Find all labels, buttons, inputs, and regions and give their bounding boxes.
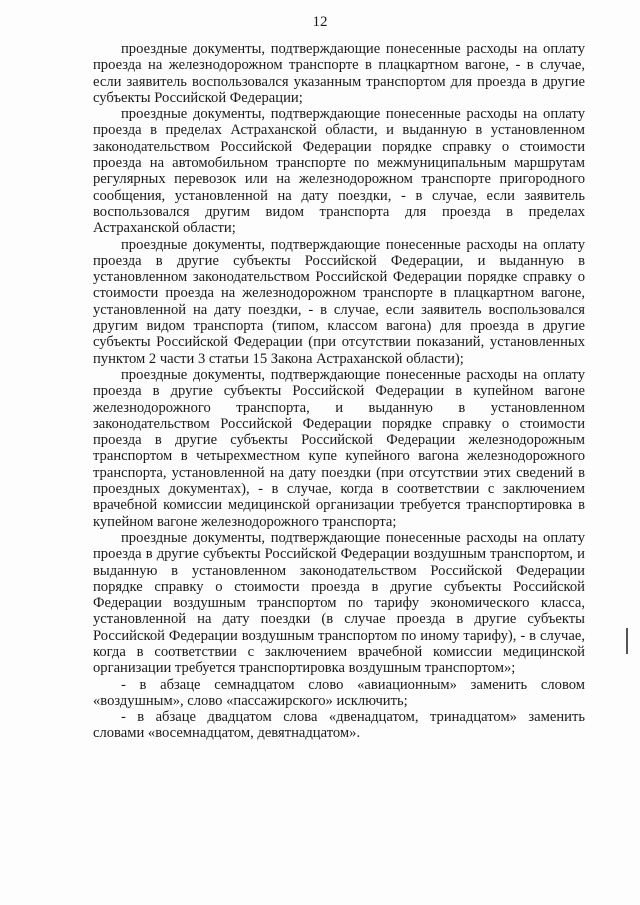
paragraph: проездные документы, подтверждающие понесенные расходы на оплату проезда в пределах Астраханской области, и выданную в установленном законодательством Российской Федерации порядке справку о стоимости проезда на автомобильном транспорте по межмуниципальным маршрутам регулярных перевозок или на железнодорожном транспорте пригородного сообщения, установленной на дату поездки, - в случае, если заявитель воспользовался другим видом транспорта для проезда в пределах Астраханской области;	[93, 106, 585, 237]
amendment-item: - в абзаце двадцатом слова «двенадцатом, тринадцатом» заменить словами «восемнадцатом, девятнадцатом».	[93, 709, 585, 742]
paragraph: проездные документы, подтверждающие понесенные расходы на оплату проезда в другие субъекты Российской Федерации воздушным транспортом, и выданную в установленном законодательством Российской Федерации порядке справку о стоимости проезда в другие субъекты Российской Федерации воздушным транспортом по тарифу экономического класса, установленной на дату поездки (в случае проезда в другие субъекты Российской Федерации воздушным транспортом по иному тарифу), - в случае, когда в соответствии с заключением врачебной комиссии медицинской организации требуется транспортировка воздушным транспортом»;	[93, 529, 585, 677]
paragraph: проездные документы, подтверждающие понесенные расходы на оплату проезда на железнодорожном транспорте в плацкартном вагоне, - в случае, если заявитель воспользовался указанным транспортом для проезда в другие субъекты Российской Федерации;	[93, 41, 585, 106]
amendment-item: - в абзаце семнадцатом слово «авиационным» заменить словом «воздушным», слово «пассажирского» исключить;	[93, 676, 585, 709]
paragraph: проездные документы, подтверждающие понесенные расходы на оплату проезда в другие субъекты Российской Федерации в купейном вагоне железнодорожного транспорта, и выданную в установленном законодательством Российской Федерации порядке справку о стоимости проезда в другие субъекты Российской Федерации железнодорожным транспортом в четырехместном купе купейного вагона железнодорожного транспорта, установленной на дату поездки (при отсутствии этих сведений в проездных документах), - в случае, когда в соответствии с заключением врачебной комиссии медицинской организации требуется транспортировка в купейном вагоне железнодорожного транспорта;	[93, 366, 585, 530]
page-number: 12	[312, 14, 328, 30]
paragraph: проездные документы, подтверждающие понесенные расходы на оплату проезда в другие субъекты Российской Федерации, и выданную в установленном законодательством Российской Федерации порядке справку о стоимости проезда на железнодорожном транспорте в плацкартном вагоне, установленной на дату поездки, - в случае, если заявитель воспользовался другим видом транспорта (типом, классом вагона) для проезда в другие субъекты Российской Федерации (при отсутствии показаний, установленных пунктом 2 части 3 статьи 15 Закона Астраханской области);	[93, 236, 585, 367]
document-body	[93, 41, 585, 742]
scan-edge-mark	[626, 628, 628, 654]
